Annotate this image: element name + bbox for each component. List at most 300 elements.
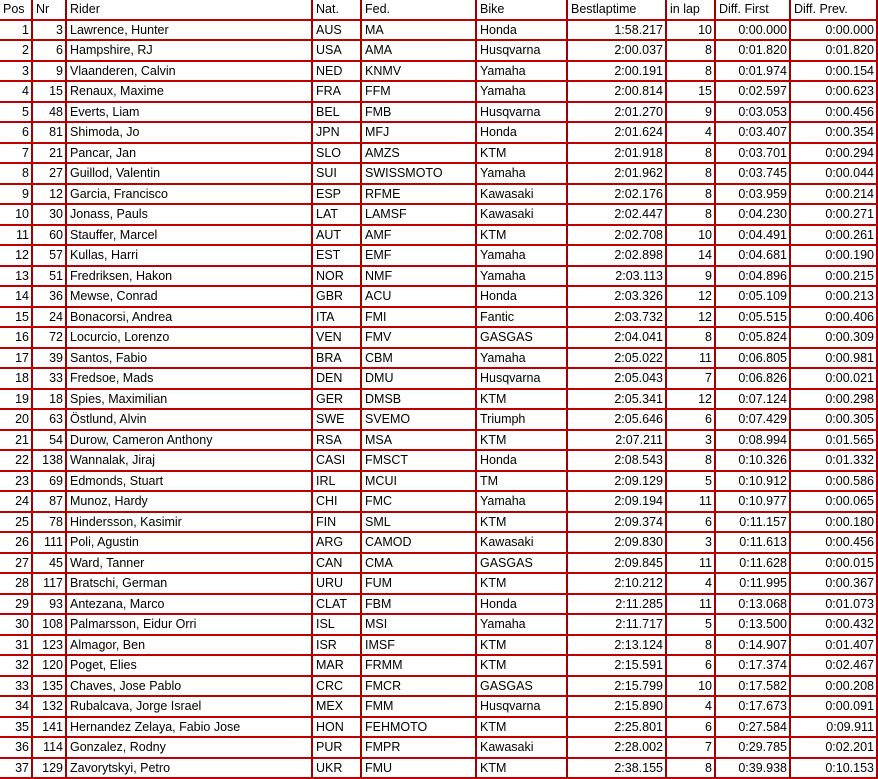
cell-fed: SML bbox=[362, 513, 477, 534]
cell-bestlaptime: 2:02.898 bbox=[568, 246, 667, 267]
cell-bestlaptime: 2:09.830 bbox=[568, 533, 667, 554]
table-row bbox=[0, 164, 878, 185]
cell-fed: DMU bbox=[362, 369, 477, 390]
cell-rider: Gonzalez, Rodny bbox=[67, 738, 313, 759]
cell-fed: MSI bbox=[362, 615, 477, 636]
cell-in-lap: 5 bbox=[667, 615, 716, 636]
cell-diff-first: 0:06.805 bbox=[716, 349, 791, 370]
cell-nat: ISL bbox=[313, 615, 362, 636]
cell-in-lap: 9 bbox=[667, 103, 716, 124]
cell-rider: Östlund, Alvin bbox=[67, 410, 313, 431]
cell-diff-prev: 0:00.021 bbox=[791, 369, 878, 390]
cell-nr: 120 bbox=[33, 656, 67, 677]
cell-diff-first: 0:14.907 bbox=[716, 636, 791, 657]
cell-fed: CAMOD bbox=[362, 533, 477, 554]
cell-in-lap: 8 bbox=[667, 144, 716, 165]
cell-rider: Hindersson, Kasimir bbox=[67, 513, 313, 534]
cell-pos: 6 bbox=[0, 123, 33, 144]
cell-bike: Triumph bbox=[477, 410, 568, 431]
table-row bbox=[0, 349, 878, 370]
cell-rider: Kullas, Harri bbox=[67, 246, 313, 267]
cell-bike: Yamaha bbox=[477, 82, 568, 103]
cell-nat: MAR bbox=[313, 656, 362, 677]
cell-nat: ARG bbox=[313, 533, 362, 554]
cell-pos: 25 bbox=[0, 513, 33, 534]
cell-fed: SVEMO bbox=[362, 410, 477, 431]
cell-fed: FMPR bbox=[362, 738, 477, 759]
cell-rider: Zavorytskyi, Petro bbox=[67, 759, 313, 779]
cell-rider: Pancar, Jan bbox=[67, 144, 313, 165]
cell-in-lap: 6 bbox=[667, 718, 716, 739]
cell-diff-prev: 0:00.294 bbox=[791, 144, 878, 165]
cell-fed: FMM bbox=[362, 697, 477, 718]
table-row bbox=[0, 226, 878, 247]
cell-in-lap: 15 bbox=[667, 82, 716, 103]
cell-pos: 5 bbox=[0, 103, 33, 124]
header-row bbox=[0, 0, 878, 21]
cell-fed: CBM bbox=[362, 349, 477, 370]
cell-diff-prev: 0:00.065 bbox=[791, 492, 878, 513]
cell-nr: 87 bbox=[33, 492, 67, 513]
cell-bike: TM bbox=[477, 472, 568, 493]
cell-bike: Husqvarna bbox=[477, 41, 568, 62]
cell-diff-prev: 0:01.073 bbox=[791, 595, 878, 616]
cell-bike: Yamaha bbox=[477, 62, 568, 83]
cell-diff-prev: 0:00.271 bbox=[791, 205, 878, 226]
cell-fed: MA bbox=[362, 21, 477, 42]
cell-fed: FMCR bbox=[362, 677, 477, 698]
cell-in-lap: 7 bbox=[667, 738, 716, 759]
cell-nr: 48 bbox=[33, 103, 67, 124]
cell-nat: JPN bbox=[313, 123, 362, 144]
cell-diff-first: 0:10.912 bbox=[716, 472, 791, 493]
cell-diff-first: 0:04.896 bbox=[716, 267, 791, 288]
cell-nr: 60 bbox=[33, 226, 67, 247]
cell-nat: CASI bbox=[313, 451, 362, 472]
cell-nat: BRA bbox=[313, 349, 362, 370]
cell-diff-prev: 0:01.407 bbox=[791, 636, 878, 657]
cell-nat: DEN bbox=[313, 369, 362, 390]
cell-nat: FRA bbox=[313, 82, 362, 103]
cell-diff-prev: 0:00.354 bbox=[791, 123, 878, 144]
cell-diff-first: 0:11.157 bbox=[716, 513, 791, 534]
cell-in-lap: 6 bbox=[667, 656, 716, 677]
table-row bbox=[0, 677, 878, 698]
cell-pos: 30 bbox=[0, 615, 33, 636]
cell-fed: FMV bbox=[362, 328, 477, 349]
cell-nr: 93 bbox=[33, 595, 67, 616]
cell-diff-first: 0:07.429 bbox=[716, 410, 791, 431]
cell-in-lap: 3 bbox=[667, 533, 716, 554]
cell-bestlaptime: 2:15.890 bbox=[568, 697, 667, 718]
cell-in-lap: 4 bbox=[667, 123, 716, 144]
cell-pos: 20 bbox=[0, 410, 33, 431]
cell-diff-prev: 0:00.261 bbox=[791, 226, 878, 247]
cell-bestlaptime: 2:01.918 bbox=[568, 144, 667, 165]
cell-pos: 35 bbox=[0, 718, 33, 739]
cell-in-lap: 10 bbox=[667, 21, 716, 42]
cell-in-lap: 8 bbox=[667, 759, 716, 779]
cell-in-lap: 7 bbox=[667, 369, 716, 390]
cell-in-lap: 3 bbox=[667, 431, 716, 452]
cell-bike: KTM bbox=[477, 513, 568, 534]
cell-diff-prev: 0:00.298 bbox=[791, 390, 878, 411]
cell-nr: 27 bbox=[33, 164, 67, 185]
cell-rider: Durow, Cameron Anthony bbox=[67, 431, 313, 452]
table-row bbox=[0, 410, 878, 431]
cell-fed: AMF bbox=[362, 226, 477, 247]
cell-nat: EST bbox=[313, 246, 362, 267]
cell-diff-first: 0:03.701 bbox=[716, 144, 791, 165]
cell-pos: 9 bbox=[0, 185, 33, 206]
cell-diff-first: 0:13.068 bbox=[716, 595, 791, 616]
col-header-diff-first: Diff. First bbox=[716, 0, 791, 21]
cell-rider: Poli, Agustin bbox=[67, 533, 313, 554]
col-header-rider: Rider bbox=[67, 0, 313, 21]
cell-diff-first: 0:17.673 bbox=[716, 697, 791, 718]
cell-rider: Poget, Elies bbox=[67, 656, 313, 677]
cell-bike: Yamaha bbox=[477, 164, 568, 185]
table-row bbox=[0, 718, 878, 739]
table-row bbox=[0, 287, 878, 308]
cell-rider: Guillod, Valentin bbox=[67, 164, 313, 185]
cell-in-lap: 6 bbox=[667, 513, 716, 534]
cell-diff-prev: 0:01.565 bbox=[791, 431, 878, 452]
cell-diff-prev: 0:00.456 bbox=[791, 103, 878, 124]
cell-diff-first: 0:05.109 bbox=[716, 287, 791, 308]
cell-rider: Fredriksen, Hakon bbox=[67, 267, 313, 288]
cell-fed: FMU bbox=[362, 759, 477, 779]
cell-diff-prev: 0:10.153 bbox=[791, 759, 878, 779]
cell-nr: 33 bbox=[33, 369, 67, 390]
cell-diff-first: 0:10.326 bbox=[716, 451, 791, 472]
cell-rider: Bratschi, German bbox=[67, 574, 313, 595]
table-row bbox=[0, 41, 878, 62]
cell-nat: CLAT bbox=[313, 595, 362, 616]
cell-rider: Rubalcava, Jorge Israel bbox=[67, 697, 313, 718]
results-body bbox=[0, 21, 878, 779]
cell-fed: AMZS bbox=[362, 144, 477, 165]
table-row bbox=[0, 328, 878, 349]
table-row bbox=[0, 123, 878, 144]
cell-pos: 32 bbox=[0, 656, 33, 677]
cell-pos: 36 bbox=[0, 738, 33, 759]
cell-fed: LAMSF bbox=[362, 205, 477, 226]
cell-bestlaptime: 2:01.962 bbox=[568, 164, 667, 185]
cell-diff-prev: 0:00.000 bbox=[791, 21, 878, 42]
table-row bbox=[0, 554, 878, 575]
cell-nat: SUI bbox=[313, 164, 362, 185]
cell-pos: 4 bbox=[0, 82, 33, 103]
cell-rider: Renaux, Maxime bbox=[67, 82, 313, 103]
cell-diff-first: 0:11.613 bbox=[716, 533, 791, 554]
cell-nat: SWE bbox=[313, 410, 362, 431]
cell-bike: Yamaha bbox=[477, 615, 568, 636]
cell-nat: PUR bbox=[313, 738, 362, 759]
cell-pos: 23 bbox=[0, 472, 33, 493]
cell-nat: LAT bbox=[313, 205, 362, 226]
cell-nr: 18 bbox=[33, 390, 67, 411]
cell-nr: 81 bbox=[33, 123, 67, 144]
table-row bbox=[0, 738, 878, 759]
cell-diff-prev: 0:00.091 bbox=[791, 697, 878, 718]
cell-pos: 27 bbox=[0, 554, 33, 575]
cell-nat: NOR bbox=[313, 267, 362, 288]
cell-pos: 24 bbox=[0, 492, 33, 513]
cell-rider: Edmonds, Stuart bbox=[67, 472, 313, 493]
cell-pos: 10 bbox=[0, 205, 33, 226]
cell-bestlaptime: 2:11.717 bbox=[568, 615, 667, 636]
cell-pos: 11 bbox=[0, 226, 33, 247]
cell-in-lap: 8 bbox=[667, 451, 716, 472]
cell-pos: 18 bbox=[0, 369, 33, 390]
cell-bestlaptime: 2:02.447 bbox=[568, 205, 667, 226]
cell-rider: Antezana, Marco bbox=[67, 595, 313, 616]
cell-bike: KTM bbox=[477, 656, 568, 677]
table-row bbox=[0, 513, 878, 534]
cell-diff-prev: 0:01.820 bbox=[791, 41, 878, 62]
cell-nat: ITA bbox=[313, 308, 362, 329]
cell-pos: 3 bbox=[0, 62, 33, 83]
table-row bbox=[0, 82, 878, 103]
cell-bike: Yamaha bbox=[477, 246, 568, 267]
cell-bike: Honda bbox=[477, 21, 568, 42]
cell-rider: Santos, Fabio bbox=[67, 349, 313, 370]
cell-bestlaptime: 2:09.129 bbox=[568, 472, 667, 493]
cell-bestlaptime: 2:09.374 bbox=[568, 513, 667, 534]
cell-rider: Garcia, Francisco bbox=[67, 185, 313, 206]
cell-nr: 78 bbox=[33, 513, 67, 534]
cell-bestlaptime: 2:15.799 bbox=[568, 677, 667, 698]
cell-fed: MFJ bbox=[362, 123, 477, 144]
cell-diff-prev: 0:00.208 bbox=[791, 677, 878, 698]
table-row bbox=[0, 533, 878, 554]
cell-diff-prev: 0:00.213 bbox=[791, 287, 878, 308]
cell-fed: MSA bbox=[362, 431, 477, 452]
cell-rider: Munoz, Hardy bbox=[67, 492, 313, 513]
cell-bike: Yamaha bbox=[477, 492, 568, 513]
cell-diff-first: 0:10.977 bbox=[716, 492, 791, 513]
cell-rider: Everts, Liam bbox=[67, 103, 313, 124]
cell-diff-first: 0:04.681 bbox=[716, 246, 791, 267]
cell-bike: KTM bbox=[477, 390, 568, 411]
cell-diff-prev: 0:00.456 bbox=[791, 533, 878, 554]
cell-in-lap: 5 bbox=[667, 472, 716, 493]
cell-rider: Stauffer, Marcel bbox=[67, 226, 313, 247]
cell-fed: EMF bbox=[362, 246, 477, 267]
cell-bike: Kawasaki bbox=[477, 205, 568, 226]
cell-nat: CAN bbox=[313, 554, 362, 575]
cell-pos: 22 bbox=[0, 451, 33, 472]
cell-in-lap: 11 bbox=[667, 554, 716, 575]
cell-pos: 17 bbox=[0, 349, 33, 370]
cell-nat: NED bbox=[313, 62, 362, 83]
cell-diff-prev: 0:00.586 bbox=[791, 472, 878, 493]
cell-nr: 6 bbox=[33, 41, 67, 62]
cell-rider: Ward, Tanner bbox=[67, 554, 313, 575]
cell-diff-first: 0:01.974 bbox=[716, 62, 791, 83]
cell-bestlaptime: 2:08.543 bbox=[568, 451, 667, 472]
cell-fed: FMSCT bbox=[362, 451, 477, 472]
cell-nr: 57 bbox=[33, 246, 67, 267]
table-row bbox=[0, 205, 878, 226]
cell-nr: 72 bbox=[33, 328, 67, 349]
cell-bike: Yamaha bbox=[477, 349, 568, 370]
cell-diff-first: 0:17.374 bbox=[716, 656, 791, 677]
cell-in-lap: 8 bbox=[667, 636, 716, 657]
cell-rider: Lawrence, Hunter bbox=[67, 21, 313, 42]
cell-nat: CHI bbox=[313, 492, 362, 513]
cell-bestlaptime: 2:01.270 bbox=[568, 103, 667, 124]
cell-rider: Chaves, Jose Pablo bbox=[67, 677, 313, 698]
col-header-bike: Bike bbox=[477, 0, 568, 21]
cell-fed: RFME bbox=[362, 185, 477, 206]
cell-diff-prev: 0:00.214 bbox=[791, 185, 878, 206]
cell-pos: 21 bbox=[0, 431, 33, 452]
cell-bike: Honda bbox=[477, 451, 568, 472]
cell-pos: 1 bbox=[0, 21, 33, 42]
cell-in-lap: 4 bbox=[667, 697, 716, 718]
cell-bestlaptime: 2:05.022 bbox=[568, 349, 667, 370]
cell-fed: FUM bbox=[362, 574, 477, 595]
table-row bbox=[0, 144, 878, 165]
col-header-in-lap: in lap bbox=[667, 0, 716, 21]
col-header-nr: Nr bbox=[33, 0, 67, 21]
cell-nr: 24 bbox=[33, 308, 67, 329]
cell-diff-prev: 0:02.467 bbox=[791, 656, 878, 677]
cell-bestlaptime: 2:38.155 bbox=[568, 759, 667, 779]
cell-bike: GASGAS bbox=[477, 677, 568, 698]
cell-nr: 63 bbox=[33, 410, 67, 431]
cell-bestlaptime: 1:58.217 bbox=[568, 21, 667, 42]
cell-nr: 15 bbox=[33, 82, 67, 103]
table-row bbox=[0, 246, 878, 267]
cell-bike: Kawasaki bbox=[477, 738, 568, 759]
cell-diff-prev: 0:00.623 bbox=[791, 82, 878, 103]
cell-diff-first: 0:08.994 bbox=[716, 431, 791, 452]
cell-fed: FRMM bbox=[362, 656, 477, 677]
cell-nr: 117 bbox=[33, 574, 67, 595]
col-header-nat: Nat. bbox=[313, 0, 362, 21]
cell-bestlaptime: 2:03.326 bbox=[568, 287, 667, 308]
cell-diff-first: 0:03.745 bbox=[716, 164, 791, 185]
cell-nr: 111 bbox=[33, 533, 67, 554]
cell-rider: Hampshire, RJ bbox=[67, 41, 313, 62]
cell-nr: 138 bbox=[33, 451, 67, 472]
cell-pos: 28 bbox=[0, 574, 33, 595]
cell-nat: BEL bbox=[313, 103, 362, 124]
cell-bestlaptime: 2:04.041 bbox=[568, 328, 667, 349]
cell-diff-prev: 0:00.190 bbox=[791, 246, 878, 267]
cell-rider: Shimoda, Jo bbox=[67, 123, 313, 144]
cell-diff-prev: 0:01.332 bbox=[791, 451, 878, 472]
cell-pos: 31 bbox=[0, 636, 33, 657]
cell-diff-first: 0:39.938 bbox=[716, 759, 791, 779]
cell-bestlaptime: 2:00.191 bbox=[568, 62, 667, 83]
cell-pos: 26 bbox=[0, 533, 33, 554]
cell-bestlaptime: 2:25.801 bbox=[568, 718, 667, 739]
table-row bbox=[0, 390, 878, 411]
cell-in-lap: 14 bbox=[667, 246, 716, 267]
cell-diff-prev: 0:00.215 bbox=[791, 267, 878, 288]
table-row bbox=[0, 472, 878, 493]
table-row bbox=[0, 656, 878, 677]
cell-diff-first: 0:06.826 bbox=[716, 369, 791, 390]
cell-fed: DMSB bbox=[362, 390, 477, 411]
cell-nr: 3 bbox=[33, 21, 67, 42]
cell-in-lap: 8 bbox=[667, 164, 716, 185]
cell-nat: GER bbox=[313, 390, 362, 411]
cell-diff-first: 0:29.785 bbox=[716, 738, 791, 759]
cell-diff-prev: 0:00.432 bbox=[791, 615, 878, 636]
cell-in-lap: 12 bbox=[667, 390, 716, 411]
cell-fed: IMSF bbox=[362, 636, 477, 657]
cell-bestlaptime: 2:00.814 bbox=[568, 82, 667, 103]
cell-diff-first: 0:11.995 bbox=[716, 574, 791, 595]
col-header-pos: Pos bbox=[0, 0, 33, 21]
cell-diff-first: 0:05.515 bbox=[716, 308, 791, 329]
cell-bestlaptime: 2:09.845 bbox=[568, 554, 667, 575]
cell-in-lap: 6 bbox=[667, 410, 716, 431]
cell-nr: 123 bbox=[33, 636, 67, 657]
cell-bestlaptime: 2:05.646 bbox=[568, 410, 667, 431]
cell-bestlaptime: 2:07.211 bbox=[568, 431, 667, 452]
cell-nr: 45 bbox=[33, 554, 67, 575]
cell-diff-first: 0:05.824 bbox=[716, 328, 791, 349]
cell-nat: FIN bbox=[313, 513, 362, 534]
cell-in-lap: 9 bbox=[667, 267, 716, 288]
table-row bbox=[0, 431, 878, 452]
cell-pos: 7 bbox=[0, 144, 33, 165]
cell-rider: Jonass, Pauls bbox=[67, 205, 313, 226]
cell-in-lap: 8 bbox=[667, 205, 716, 226]
cell-bike: KTM bbox=[477, 718, 568, 739]
cell-fed: NMF bbox=[362, 267, 477, 288]
table-row bbox=[0, 451, 878, 472]
cell-nat: URU bbox=[313, 574, 362, 595]
cell-diff-first: 0:02.597 bbox=[716, 82, 791, 103]
cell-in-lap: 11 bbox=[667, 349, 716, 370]
table-row bbox=[0, 615, 878, 636]
cell-nat: SLO bbox=[313, 144, 362, 165]
cell-bike: Husqvarna bbox=[477, 697, 568, 718]
table-row bbox=[0, 308, 878, 329]
cell-rider: Locurcio, Lorenzo bbox=[67, 328, 313, 349]
cell-nat: HON bbox=[313, 718, 362, 739]
cell-bestlaptime: 2:03.113 bbox=[568, 267, 667, 288]
table-row bbox=[0, 21, 878, 42]
cell-bike: Honda bbox=[477, 123, 568, 144]
table-row bbox=[0, 369, 878, 390]
cell-diff-first: 0:03.959 bbox=[716, 185, 791, 206]
cell-nr: 108 bbox=[33, 615, 67, 636]
cell-pos: 34 bbox=[0, 697, 33, 718]
cell-nat: UKR bbox=[313, 759, 362, 779]
cell-nat: VEN bbox=[313, 328, 362, 349]
cell-nat: RSA bbox=[313, 431, 362, 452]
cell-bike: GASGAS bbox=[477, 554, 568, 575]
cell-bike: KTM bbox=[477, 226, 568, 247]
cell-diff-first: 0:00.000 bbox=[716, 21, 791, 42]
cell-in-lap: 4 bbox=[667, 574, 716, 595]
cell-rider: Almagor, Ben bbox=[67, 636, 313, 657]
cell-in-lap: 12 bbox=[667, 308, 716, 329]
cell-fed: FMI bbox=[362, 308, 477, 329]
cell-diff-prev: 0:00.367 bbox=[791, 574, 878, 595]
cell-bike: KTM bbox=[477, 636, 568, 657]
cell-bike: KTM bbox=[477, 759, 568, 779]
cell-bestlaptime: 2:13.124 bbox=[568, 636, 667, 657]
